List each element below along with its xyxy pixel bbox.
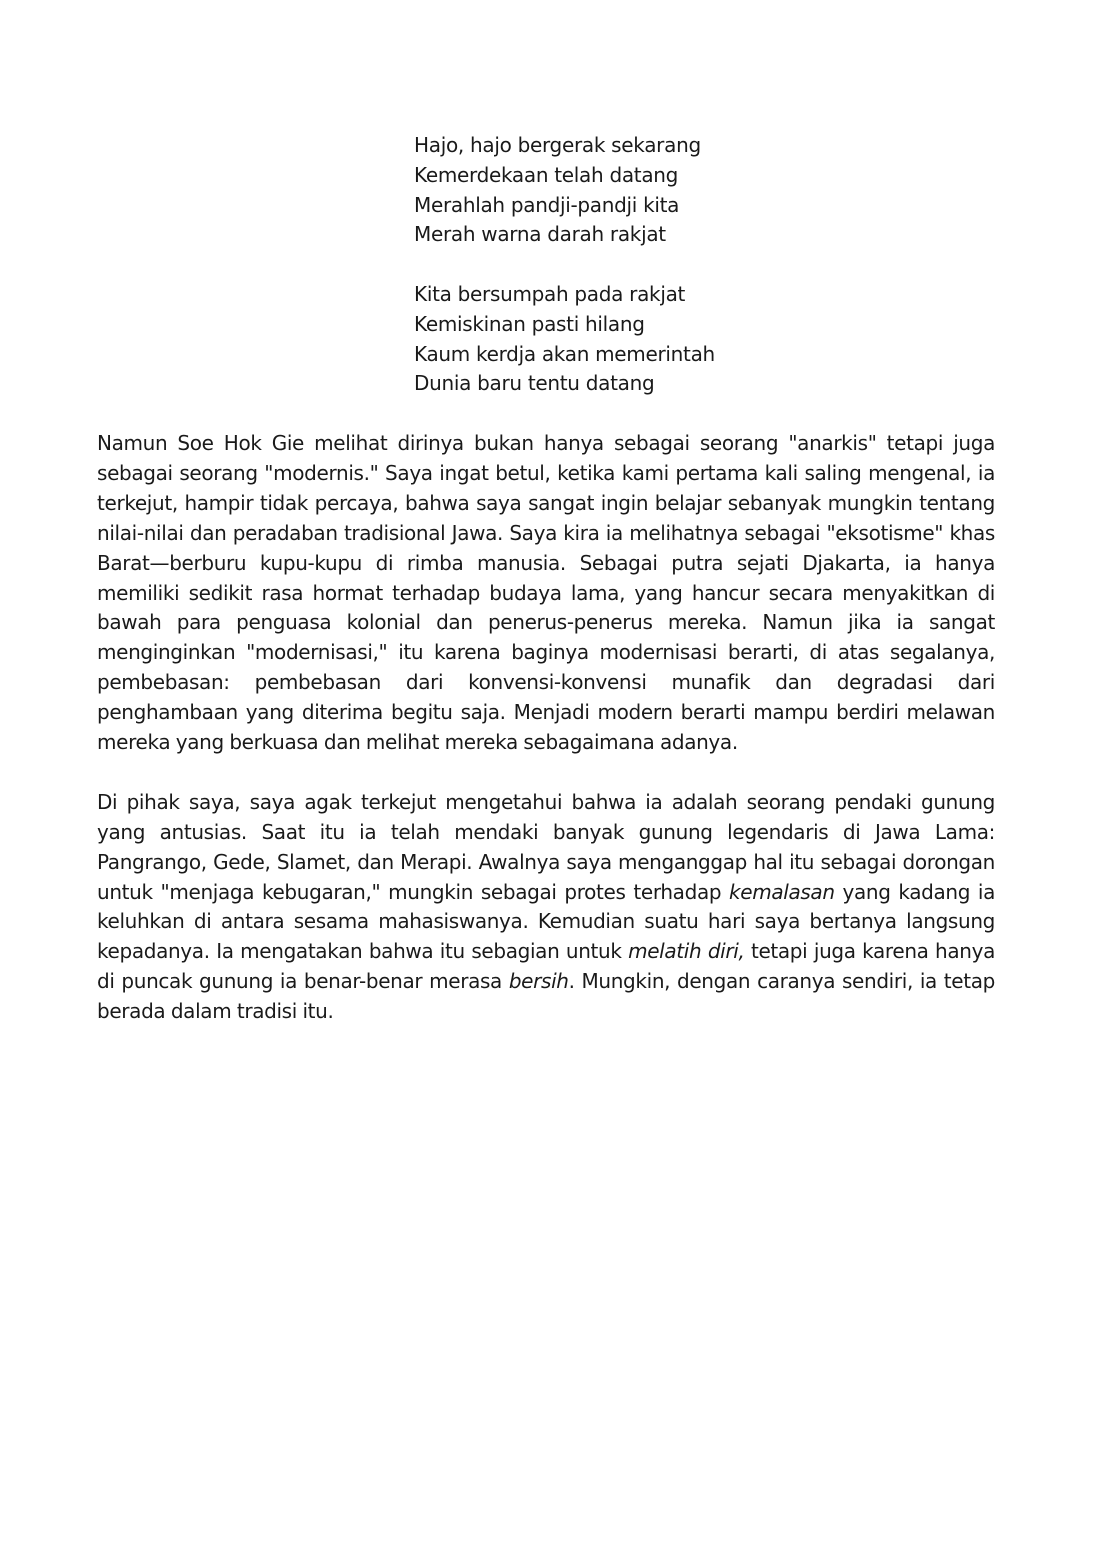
poem-stanza-1 <box>414 131 834 250</box>
paragraph-2-text: Di pihak saya, saya agak terkejut mengetahui bahwa ia adalah seorang pendaki gunung yang antusias. Saat itu ia telah mendaki banyak gunung legendaris di Jawa Lama: Pangrango, Gede, Slamet, dan Merapi. Awalnya saya menganggap hal itu sebagai dorongan untuk "menjaga kebugaran," mungkin sebagai protes terhadap <box>97 789 995 904</box>
poem-line: Hajo, hajo bergerak sekarang <box>414 133 701 157</box>
paragraph-2-text: . Mungkin, dengan caranya sendiri, ia tetap berada dalam tradisi itu. <box>97 969 995 1024</box>
italic-phrase-melatih-diri: melatih diri, <box>628 939 745 964</box>
paragraph-2 <box>97 788 995 1027</box>
italic-word-bersih: bersih <box>508 969 569 994</box>
poem-stanza-2 <box>414 280 834 399</box>
poem-line: Merah warna darah rakjat <box>414 222 666 247</box>
poem-line: Kemerdekaan telah datang <box>414 162 679 187</box>
poem-line: Merahlah pandji-pandji kita <box>414 192 680 217</box>
poem-line: Kita bersumpah pada rakjat <box>414 281 686 306</box>
poem <box>414 131 834 399</box>
paragraph-2-text: yang kadang ia keluhkan di antara sesama mahasiswanya. Kemudian suatu hari saya bertanya langsung kepadanya. Ia mengatakan bahwa itu sebagian untuk <box>97 879 995 964</box>
poem-line: Kaum kerdja akan memerintah <box>414 341 715 366</box>
paragraph-1: Namun Soe Hok Gie melihat dirinya bukan hanya sebagai seorang "anarkis" tetapi juga sebagai seorang "modernis." Saya ingat betul, ketika kami pertama kali saling mengenal, ia terkejut, hampir tidak percaya, bahwa saya sangat ingin belajar sebanyak mungkin tentang nilai-nilai dan peradaban tradisional Jawa. Saya kira ia melihatnya sebagai "eksotisme" khas Barat—berburu kupu-kupu di rimba manusia. Sebagai putra sejati Djakarta, ia hanya memiliki sedikit rasa hormat terhadap budaya lama, yang hancur secara menyakitkan di bawah para penguasa kolonial dan penerus-penerus mereka. Namun jika ia sangat menginginkan "modernisasi," itu karena baginya modernisasi berarti, di atas segalanya, pembebasan: pembebasan dari konvensi-konvensi munafik dan degradasi dari penghambaan yang diterima begitu saja. Menjadi modern berarti mampu berdiri melawan mereka yang berkuasa dan melihat mereka sebagaimana adanya. <box>97 431 995 755</box>
poem-line: Kemiskinan pasti hilang <box>414 311 645 336</box>
italic-word-kemalasan: kemalasan <box>729 879 835 904</box>
body-text <box>97 429 995 1027</box>
poem-line: Dunia baru tentu datang <box>414 371 655 396</box>
paragraph-2-text: tetapi juga karena hanya di puncak gunung ia benar-benar merasa <box>97 939 995 994</box>
